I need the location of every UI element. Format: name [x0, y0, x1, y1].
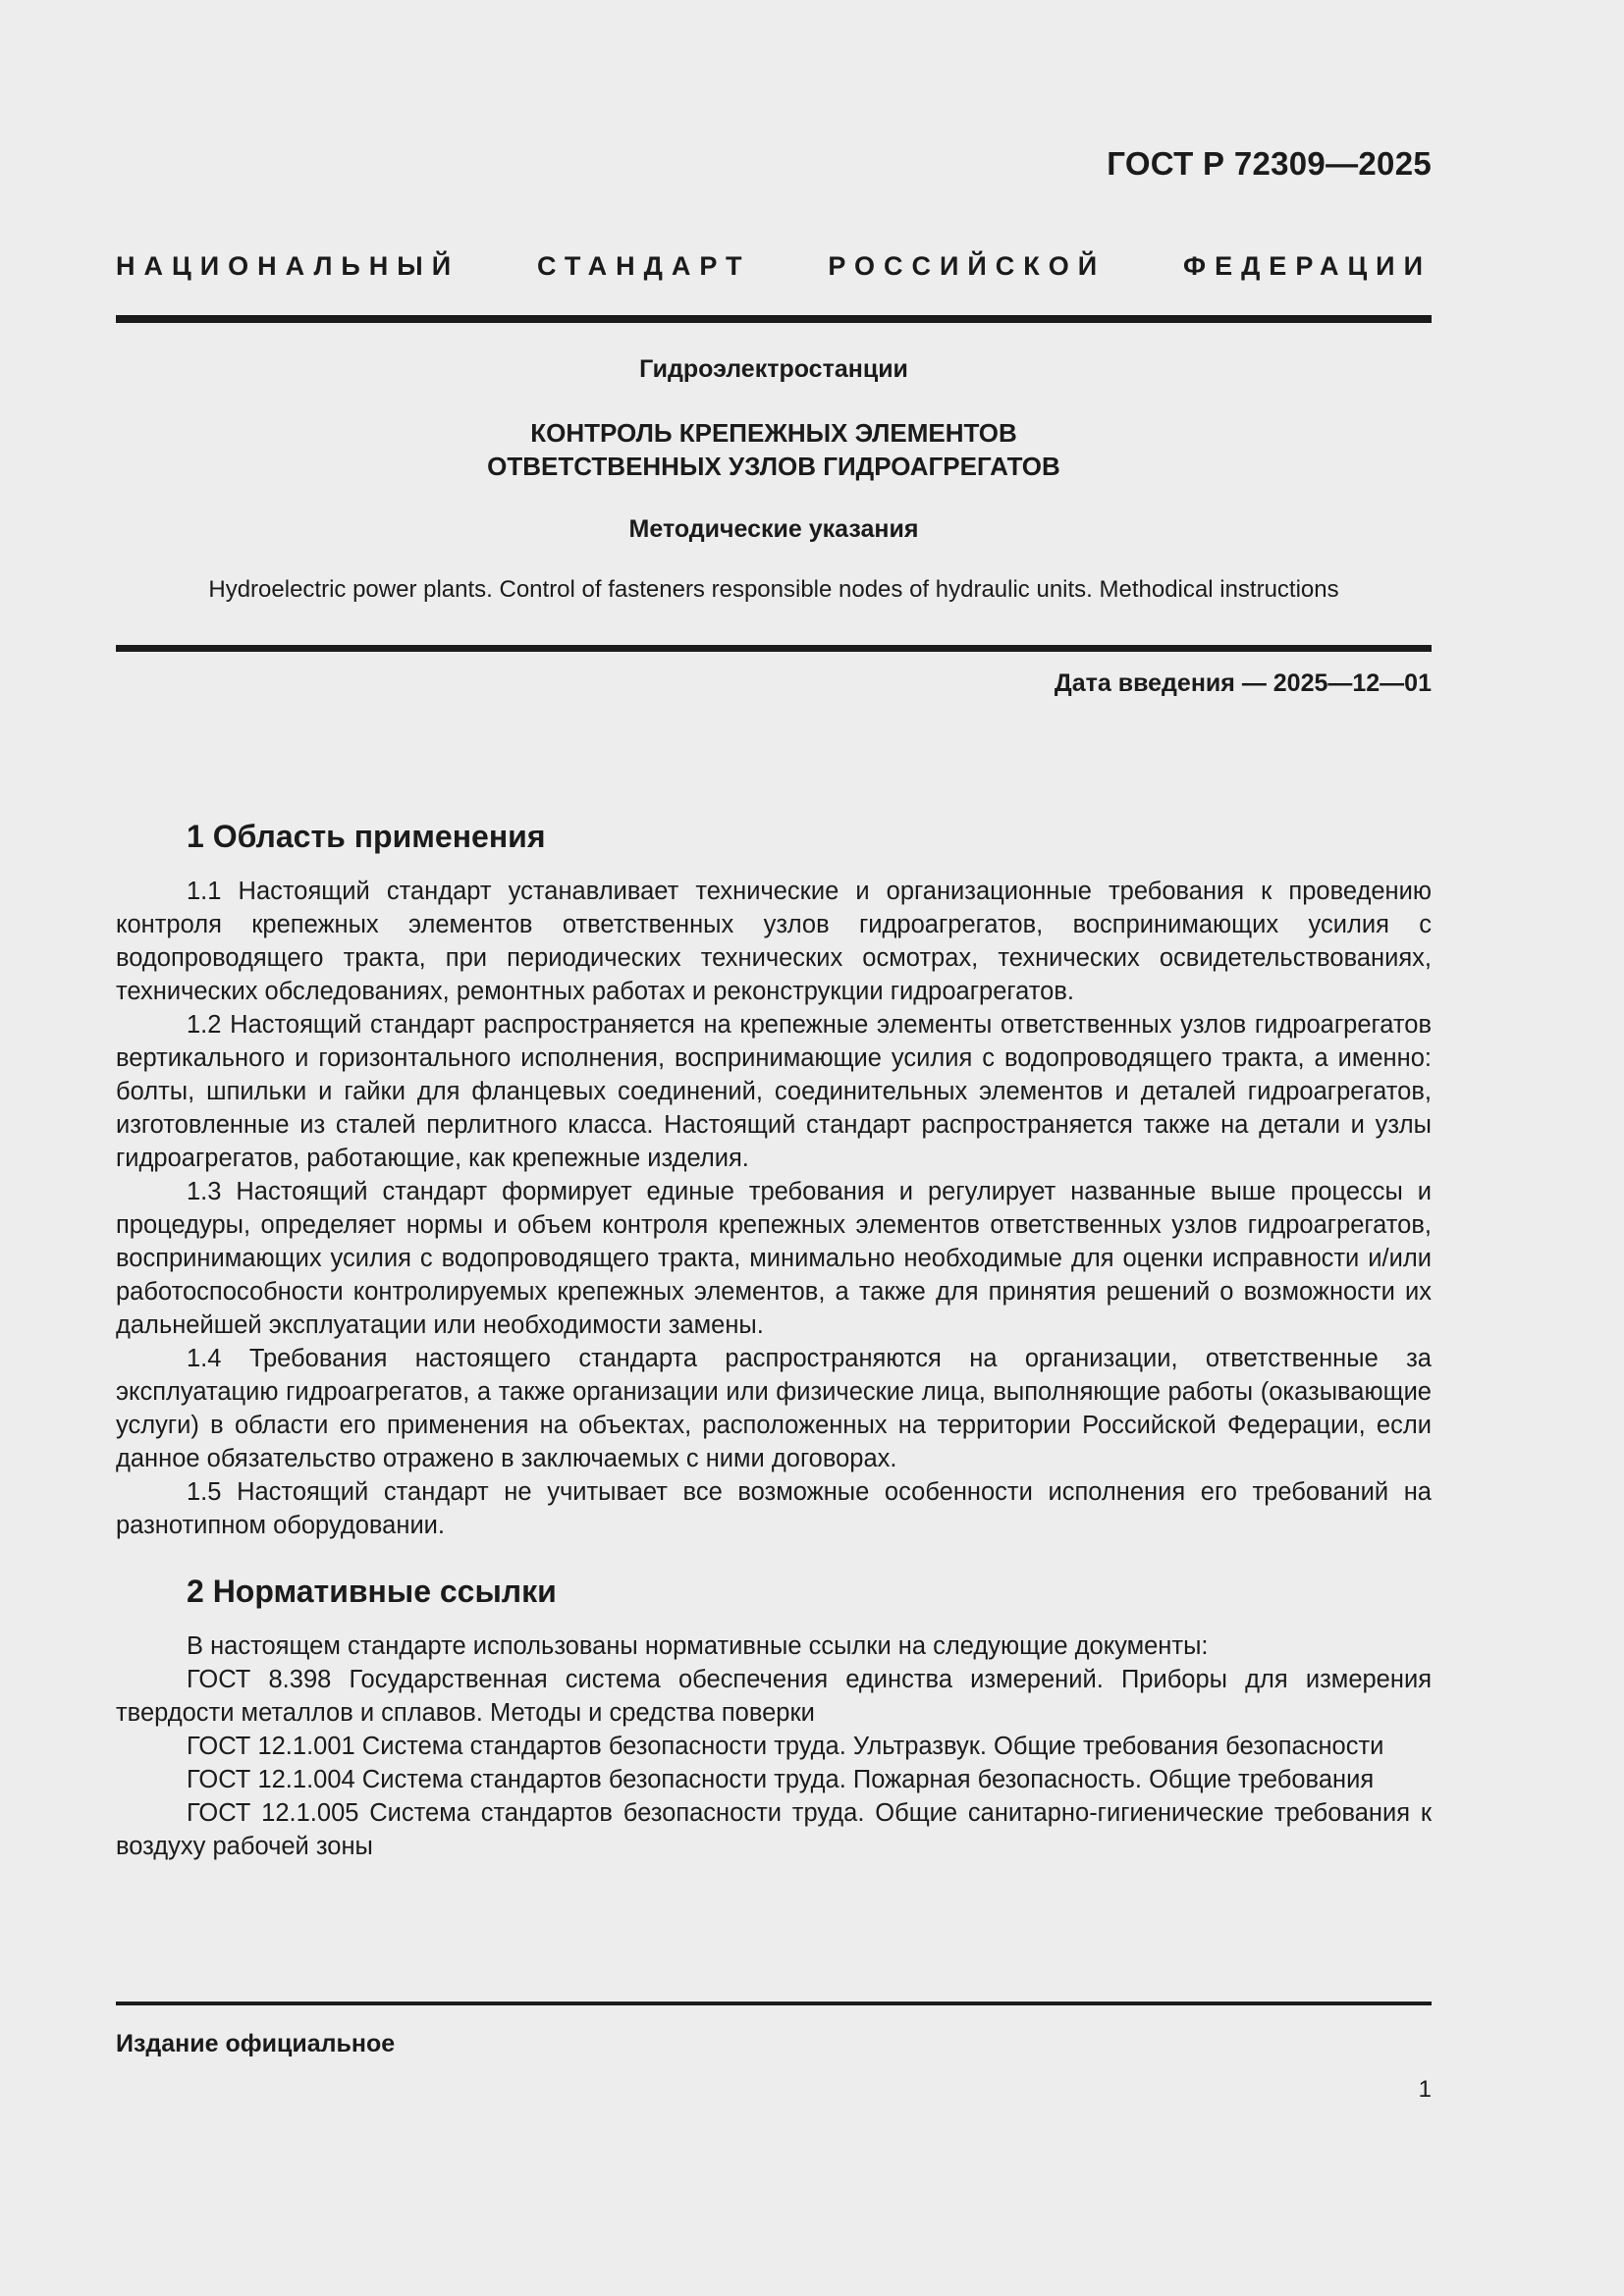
footer-rule [116, 2002, 1432, 2005]
reference-item: ГОСТ 12.1.005 Система стандартов безопасности труда. Общие санитарно-гигиенические требования к воздуху рабочей зоны [116, 1799, 1432, 1860]
clause-1-5: 1.5 Настоящий стандарт не учитывает все возможные особенности исполнения его требований на разнотипном оборудовании. [116, 1478, 1432, 1539]
document-title-line-2: ОТВЕТСТВЕННЫХ УЗЛОВ ГИДРОАГРЕГАТОВ [487, 452, 1060, 481]
reference-item: ГОСТ 8.398 Государственная система обеспечения единства измерений. Приборы для измерения твердости металлов и сплавов. Методы и средства поверки [116, 1666, 1432, 1727]
document-page [116, 0, 1432, 2296]
official-edition-label: Издание официальное [116, 2030, 396, 2057]
national-standard-banner: НАЦИОНАЛЬНЫЙ СТАНДАРТ РОССИЙСКОЙ ФЕДЕРАЦИИ [116, 251, 1432, 281]
page-number: 1 [1418, 2076, 1432, 2103]
document-type: Методические указания [628, 515, 919, 543]
section-1-heading: 1 Область применения [187, 819, 546, 854]
document-title-line-1: КОНТРОЛЬ КРЕПЕЖНЫХ ЭЛЕМЕНТОВ [530, 418, 1017, 448]
section-2-body [116, 1629, 1432, 1863]
english-title: Hydroelectric power plants. Control of fasteners responsible nodes of hydraulic units. Methodical instructions [208, 576, 1339, 603]
clause-1-4: 1.4 Требования настоящего стандарта распространяются на организации, ответственные за эксплуатацию гидроагрегатов, а также организации или физические лица, выполняющие работы (оказывающие услуги) в области его применения на объектах, расположенных на территории Российской Федерации, если данное обязательство отражено в заключаемых с ними договорах. [116, 1345, 1432, 1472]
references-intro: В настоящем стандарте использованы нормативные ссылки на следующие документы: [187, 1632, 1209, 1660]
effective-date: Дата введения — 2025—12—01 [1054, 669, 1432, 697]
section-2-heading: 2 Нормативные ссылки [187, 1574, 557, 1609]
section-1-body [116, 875, 1432, 1542]
clause-1-1: 1.1 Настоящий стандарт устанавливает технические и организационные требования к проведению контроля крепежных элементов ответственных узлов гидроагрегатов, воспринимающих усилия с водопроводящего тракта, при периодических технических осмотрах, технических освидетельствованиях, технических обследованиях, ремонтных работах и реконструкции гидроагрегатов. [116, 878, 1432, 1005]
reference-item: ГОСТ 12.1.001 Система стандартов безопасности труда. Ультразвук. Общие требования безопасности [187, 1733, 1384, 1760]
standard-number: ГОСТ Р 72309—2025 [1107, 145, 1432, 182]
reference-item: ГОСТ 12.1.004 Система стандартов безопасности труда. Пожарная безопасность. Общие требования [187, 1766, 1375, 1793]
header-rule [116, 315, 1432, 323]
clause-1-3: 1.3 Настоящий стандарт формирует единые требования и регулирует названные выше процессы и процедуры, определяет нормы и объем контроля крепежных элементов ответственных узлов гидроагрегатов, воспринимающих усилия с водопроводящего тракта, минимально необходимые для оценки исправности и/или работоспособности контролируемых крепежных элементов, а также для принятия решений о возможности их дальнейшей эксплуатации или необходимости замены. [116, 1178, 1432, 1339]
title-rule [116, 645, 1432, 652]
clause-1-2: 1.2 Настоящий стандарт распространяется на крепежные элементы ответственных узлов гидроагрегатов вертикального и горизонтального исполнения, воспринимающие усилия с водопроводящего тракта, а именно: болты, шпильки и гайки для фланцевых соединений, соединительных элементов и деталей гидроагрегатов, изготовленные из сталей перлитного класса. Настоящий стандарт распространяется также на детали и узлы гидроагрегатов, работающие, как крепежные изделия. [116, 1011, 1432, 1172]
document-subject: Гидроэлектростанции [639, 355, 908, 383]
